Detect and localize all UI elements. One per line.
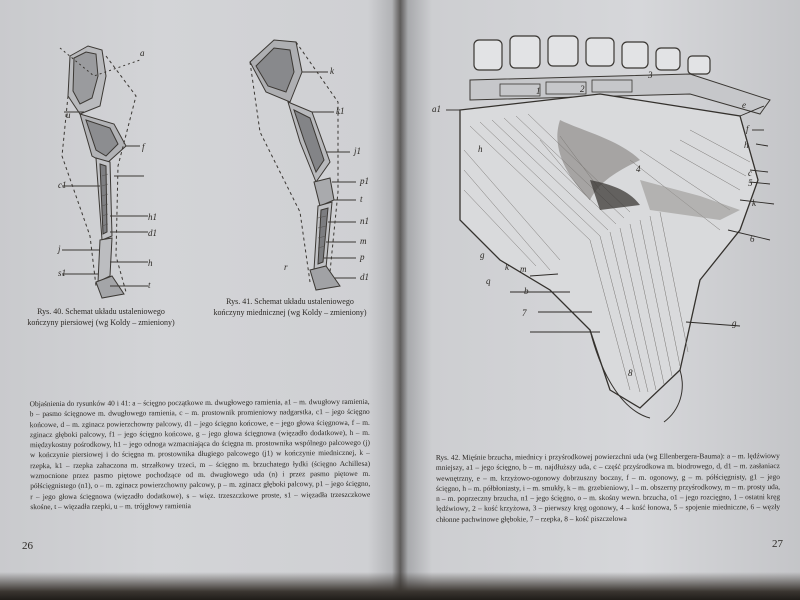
figure-41-caption-text: Rys. 41. Schemat układu ustaleniowego kończyny miednicznej (wg Koldy – zmieniony) xyxy=(213,297,367,317)
fig42-label-1: 1 xyxy=(536,86,541,96)
fig40-label-7: h xyxy=(148,258,153,268)
fig41-label-9: d1 xyxy=(360,272,369,282)
fig42-label-g: g xyxy=(480,250,485,260)
fig42-label-c: c xyxy=(748,168,752,178)
fig40-label-6: j xyxy=(58,244,61,254)
figure-41-caption xyxy=(212,296,368,318)
fig42-label-k2: k xyxy=(752,198,756,208)
fig41-label-2: j1 xyxy=(354,146,362,156)
figure-42-caption xyxy=(436,451,780,525)
figure-40-caption xyxy=(26,306,176,328)
book-gutter xyxy=(392,0,408,600)
fig42-label-8: 8 xyxy=(628,368,633,378)
fig41-label-5: n1 xyxy=(360,216,369,226)
fig42-label-3: 3 xyxy=(648,70,653,80)
fig42-label-7: 7 xyxy=(522,308,527,318)
fig42-label-m: m xyxy=(520,264,527,274)
fig40-label-0: a xyxy=(140,48,145,58)
fig40-label-5: d1 xyxy=(148,228,157,238)
fig42-label-q: q xyxy=(486,276,491,286)
fig40-label-9: t xyxy=(148,280,151,290)
fig42-label-k: k xyxy=(505,262,509,272)
fig40-label-3: c1 xyxy=(58,180,67,190)
figure-legend-40-41 xyxy=(30,397,371,513)
fig42-label-g2: g xyxy=(732,318,737,328)
fig42-label-f: f xyxy=(746,124,749,134)
fig41-label-8: r xyxy=(284,262,288,272)
page-number-right xyxy=(772,538,783,550)
right-page xyxy=(400,0,800,600)
fig41-label-6: m xyxy=(360,236,367,246)
page-bottom-edge xyxy=(0,572,800,600)
page-number-right-text: 27 xyxy=(772,538,783,550)
fig40-label-1: u xyxy=(66,110,71,120)
page-number-left xyxy=(22,540,33,552)
figure-42-caption-text: Rys. 42. Mięśnie brzucha, miednicy i przyśrodkowej powierzchni uda (wg Ellenbergera-Bauma): a – m. lędźwiowy mniejszy, a1 – jego ścięgno, b – m. najdłuższy uda, c – część przyśrodkowa m. biodrowego, d, d1 – m. zasłaniacz wewnętrzny, e – m. krzyżowo-ogonowy dobrzuszny boczny, f – m. ogonowy, g – m. półścięgnisty, g1 – jego ścięgno, h – m. półbłoniasty, i – m. smukły, k – m. grzebieniowy, l – m. obszerny przyśrodkowy, m – m. prosty uda, n – m. poprzeczny brzucha, n1 – jego ścięgno, o – m. skośny wewn. brzucha, o1 – jego rozcięgno, 1 – ostatni kręg lędźwiowy, 2 – kość krzyżowa, 3 – pierwszy kręg ogonowy, 4 – kość łonowa, 5 – spojenie miedniczne, 6 – węzły chłonne pachwinowe głębokie, 7 – rzepka, 8 – kość piszczelowa xyxy=(435,451,781,524)
fig42-label-b: b xyxy=(524,286,529,296)
fig42-label-5: 5 xyxy=(748,178,753,188)
fig42-label-h: h xyxy=(478,144,483,154)
fig42-label-a1: a1 xyxy=(432,104,441,114)
fig42-label-h2: h xyxy=(744,140,749,150)
fig40-label-2: f xyxy=(142,142,145,152)
figure-40-caption-text: Rys. 40. Schemat układu ustaleniowego kończyny piersiowej (wg Koldy – zmieniony) xyxy=(27,307,175,327)
figure-40-forelimb-diagram xyxy=(40,36,160,306)
figure-42-muscle-illustration xyxy=(440,30,800,430)
fig42-label-e: e xyxy=(742,100,746,110)
fig42-label-6: 6 xyxy=(750,234,755,244)
fig42-label-2: 2 xyxy=(580,84,585,94)
figure-41-hindlimb-diagram xyxy=(230,32,370,302)
legend-text: Objaśnienia do rysunków 40 i 41: a – ścięgno początkowe m. dwugłowego ramienia, a1 – m. dwugłowy ramienia, b – pasmo ścięgnowe m. dwugłowego ramienia, c – m. prostownik promieniowy nadgarstka, c1 – jego ścięgno końcowe, d – m. zginacz powierzchowny palcowy, d1 – jego ścięgno końcowe, e – jego głowa ścięgnowa, f – m. zginacz głęboki palcowy, f1 – jego ścięgno końcowe, g – jego głowa ścięgnowa (więzadło dodatkowe), h – m. międzykostny pośrodkowy, h1 – jego odnoga wzmacniająca do ścięgna m. prostownika wspólnego palcowego (j) w kończynie piersiowej i do ścięgna m. prostownika długiego palcowego (j1) w kończynie miednicznej, k – rzepka, k1 – rzepka zahaczona m. strzałkowy trzeci, m – ścięgno m. brzuchatego łydki (ścięgno Achillesa) wzmocnione przez pasmo piętowe pochodzące od m. dwugłowego uda (n) i przez pasmo piętowe m. półścięgnistego (n1), o – m. zginacz powierzchowny palcowy, p – m. zginacz głęboki palcowy, p1 – jego ścięgno, r – jego głowa ścięgnowa (więzadło dodatkowe), s – więz. trzeszczkowe proste, s1 – więzadła trzeszczkowe skośne, t – więzadła rzepki, u – m. trójgłowy ramienia xyxy=(29,396,371,512)
fig40-label-4: h1 xyxy=(148,212,157,222)
fig41-label-3: p1 xyxy=(360,176,369,186)
fig40-label-8: s1 xyxy=(58,268,67,278)
fig41-label-4: t xyxy=(360,194,363,204)
fig41-label-0: k xyxy=(330,66,334,76)
page-number-left-text: 26 xyxy=(22,540,33,552)
fig41-label-1: k1 xyxy=(336,106,345,116)
fig41-label-7: p xyxy=(360,252,365,262)
fig42-label-4: 4 xyxy=(636,164,641,174)
